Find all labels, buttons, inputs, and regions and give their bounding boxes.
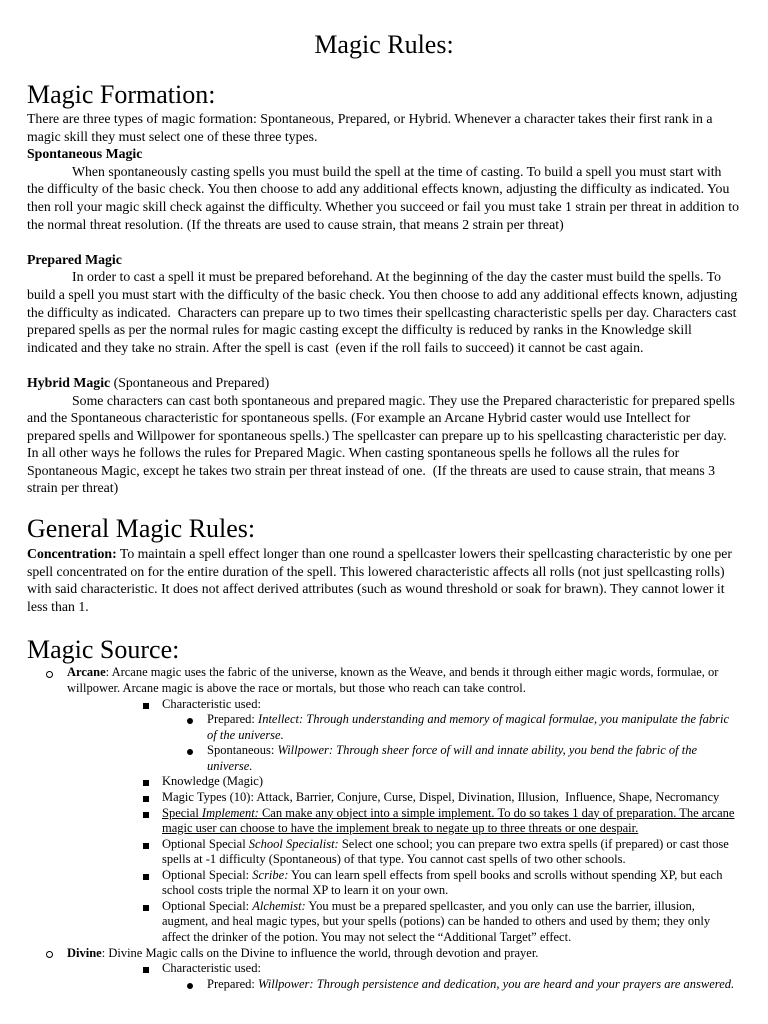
prepared-magic-line: prepared spells as per the normal rules for magic casting except the difficulty is reduced by ranks in the Knowledge skill <box>27 322 692 338</box>
prepared-description: of the universe. <box>207 727 284 742</box>
concentration-text: To maintain a spell effect longer than one round a spellcaster lowers their spellcasting characteristic by one per <box>119 546 733 562</box>
arcane-description: : Arcane magic uses the fabric of the universe, known as the Weave, and bends it through either magic words, formulae, or <box>105 665 719 680</box>
list-item-school-specialist <box>0 837 768 853</box>
prepared-magic-line: build a spell you must start with the difficulty of the basic check. You then choose to add any additional effects known, adjusting <box>27 286 738 302</box>
spontaneous-description: universe. <box>207 758 253 773</box>
square-bullet-icon <box>143 874 149 880</box>
spontaneous-magic-label-line <box>0 145 768 163</box>
magic-formation-heading: Magic Formation: <box>27 80 216 109</box>
spontaneous-magic-line: the normal threat resolution. (If the threats are used to cause strain, that means 2 strain per threat) <box>27 216 564 232</box>
hollow-circle-bullet-icon <box>46 671 53 678</box>
spontaneous-description: Willpower: Through sheer force of will and innate ability, you bend the fabric of the <box>277 743 698 758</box>
alchemist-term: Alchemist: <box>252 898 306 913</box>
square-bullet-icon <box>143 843 149 849</box>
divine-prepared-description: Willpower: Through persistence and dedication, you are heard and your prayers are answered. <box>258 976 735 991</box>
general-magic-rules-section <box>0 514 768 615</box>
alchemist-text-line: affect the drinker of the potion. You may not select the “Additional Target” effect. <box>162 930 572 944</box>
scribe-text: You can learn spell effects from spell books and scrolls without spending XP, but each <box>291 867 723 882</box>
prepared-description-line <box>0 728 768 744</box>
square-bullet-icon <box>143 967 149 973</box>
hollow-circle-bullet-icon <box>46 951 53 958</box>
concentration-label: Concentration: <box>27 546 117 562</box>
square-bullet-icon <box>143 796 149 802</box>
divine-prepared-label: Prepared: <box>207 976 255 991</box>
implement-term: Implement: <box>201 805 259 820</box>
hybrid-magic-line: Some characters can cast both spontaneous and prepared magic. They use the Prepared characteristic for prepared spells <box>72 392 735 408</box>
spontaneous-magic-line: then roll your magic skill check against the difficulty. Whether you succeed or fail you must take 1 strain per threat in addition to <box>27 198 740 214</box>
spontaneous-label: Spontaneous: <box>207 743 275 758</box>
alchemist-text-line: augment, and heal magic types, but your spells (potions) can be handed to others and used by them; they only <box>162 914 711 929</box>
hybrid-magic-line: strain per threat) <box>27 480 119 496</box>
magic-types-text: Magic Types (10): Attack, Barrier, Conjure, Curse, Dispel, Divination, Illusion, Influence, Shape, Necromancy <box>162 789 720 804</box>
filled-circle-bullet-icon <box>187 983 193 989</box>
list-item-divine-characteristic <box>0 961 768 977</box>
magic-source-list <box>0 665 768 992</box>
spontaneous-description-line <box>0 759 768 775</box>
square-bullet-icon <box>143 780 149 786</box>
list-item-magic-types <box>0 790 768 806</box>
list-item-arcane <box>0 665 768 681</box>
implement-prefix: Special <box>162 805 199 820</box>
prepared-magic-label-line <box>0 251 768 269</box>
hybrid-magic-line: and the Spontaneous characteristic for spontaneous spells. (For example an Arcane Hybrid caster would use Intellect for <box>27 410 691 426</box>
concentration-line: spell concentrated on for the entire duration of the spell. This lowered characteristic affects all rolls (not just spellcasting rolls) <box>27 563 725 579</box>
filled-circle-bullet-icon <box>187 749 193 755</box>
scribe-text-line: school costs triple the normal XP to learn it on your own. <box>162 883 449 898</box>
hybrid-magic-label: Hybrid Magic <box>27 374 111 390</box>
concentration-paragraph <box>0 545 768 615</box>
list-item-divine <box>0 946 768 962</box>
alchemist-prefix: Optional Special: <box>162 898 250 913</box>
list-item-knowledge <box>0 774 768 790</box>
magic-formation-body <box>0 110 768 497</box>
list-item-characteristic <box>0 697 768 713</box>
characteristic-label: Characteristic used: <box>162 696 261 711</box>
school-specialist-text: Select one school; you can prepare two extra spells (if prepared) or cast those <box>341 836 729 851</box>
intro-line: There are three types of magic formation: Spontaneous, Prepared, or Hybrid. Whenever a character takes their first rank in a <box>27 111 713 126</box>
arcane-label: Arcane <box>67 665 106 680</box>
scribe-term: Scribe: <box>252 867 289 882</box>
prepared-magic-line: the difficulty as indicated. Characters can prepare up to two times their spellcasting characteristic spells per day. Characters cast <box>27 304 737 320</box>
school-specialist-prefix: Optional Special <box>162 836 246 851</box>
divine-characteristic-label: Characteristic used: <box>162 961 261 976</box>
concentration-line: with said characteristic. It does not affect derived attributes (such as wound threshold or soak for brawn). They cannot lower it <box>27 581 725 597</box>
general-magic-rules-heading: General Magic Rules: <box>27 514 256 544</box>
scribe-prefix: Optional Special: <box>162 867 250 882</box>
page-title: Magic Rules: <box>314 30 454 59</box>
school-specialist-term: School Specialist: <box>248 836 339 851</box>
spontaneous-magic-line: the difficulty of the basic check. You then choose to add any additional effects known, adjusting the difficulty as indicated. You <box>27 181 730 197</box>
hybrid-magic-note: (Spontaneous and Prepared) <box>113 374 270 390</box>
divine-description: : Divine Magic calls on the Divine to influence the world, through devotion and prayer. <box>101 945 539 960</box>
square-bullet-icon <box>143 703 149 709</box>
hybrid-magic-label-line <box>0 374 768 392</box>
divine-label: Divine <box>67 945 102 960</box>
paragraph-gap <box>0 356 768 374</box>
concentration-line <box>0 545 768 563</box>
prepared-label: Prepared: <box>207 712 255 727</box>
hybrid-magic-line: Spontaneous Magic, except he takes two strain per threat instead of one. (If the threats are used to cause strain, that means 3 <box>27 462 716 478</box>
prepared-magic-label: Prepared Magic <box>27 251 122 267</box>
prepared-magic-line: In order to cast a spell it must be prepared beforehand. At the beginning of the day the caster must build the spells. To <box>72 269 721 285</box>
prepared-description: Intellect: Through understanding and memory of magical formulae, you manipulate the fabric <box>258 712 730 727</box>
arcane-description-line: willpower. Arcane magic is above the race or mortals, but those who reach can take control. <box>67 681 526 695</box>
list-item-spontaneous <box>0 743 768 759</box>
filled-circle-bullet-icon <box>187 718 193 724</box>
magic-source-section <box>0 635 768 992</box>
school-specialist-text-line: spells at -1 difficulty (Spontaneous) of that type. You cannot cast spells of two other schools. <box>162 852 626 867</box>
implement-text: Can make any object into a simple implement. To do so takes 1 day of preparation. The arcane <box>261 805 735 820</box>
implement-text-line: magic user can choose to have the implement break to negate up to three threats or one despair. <box>162 821 639 836</box>
list-item-divine-prepared <box>0 977 768 993</box>
square-bullet-icon <box>143 812 149 818</box>
hybrid-magic-line: In all other ways he follows the rules for Prepared Magic. When casting spontaneous spells he follows all the rules for <box>27 445 680 461</box>
list-item-implement <box>0 806 768 822</box>
list-item-prepared <box>0 712 768 728</box>
magic-source-heading: Magic Source: <box>27 635 180 665</box>
magic-formation-section <box>0 80 768 497</box>
intro-line: magic skill they must select one of these three types. <box>27 128 318 144</box>
concentration-line: less than 1. <box>27 598 89 614</box>
square-bullet-icon <box>143 905 149 911</box>
alchemist-text: You must be a prepared spellcaster, and you only can use the barrier, illusion, <box>308 898 695 913</box>
prepared-magic-line: indicated and they take no strain. After the spell is cast (even if the roll fails to succeed) it cannot be cast again. <box>27 339 644 355</box>
list-item-scribe <box>0 868 768 884</box>
hybrid-magic-line: prepared spells and Willpower for spontaneous spells.) The spellcaster can prepare up to his spellcasting characteristic per day. <box>27 427 727 443</box>
knowledge-text: Knowledge (Magic) <box>162 774 264 789</box>
spontaneous-magic-line: When spontaneously casting spells you must build the spell at the time of casting. To build a spell you must start with <box>72 163 722 179</box>
list-item-alchemist <box>0 899 768 915</box>
spontaneous-magic-label: Spontaneous Magic <box>27 146 143 162</box>
paragraph-gap <box>0 233 768 251</box>
